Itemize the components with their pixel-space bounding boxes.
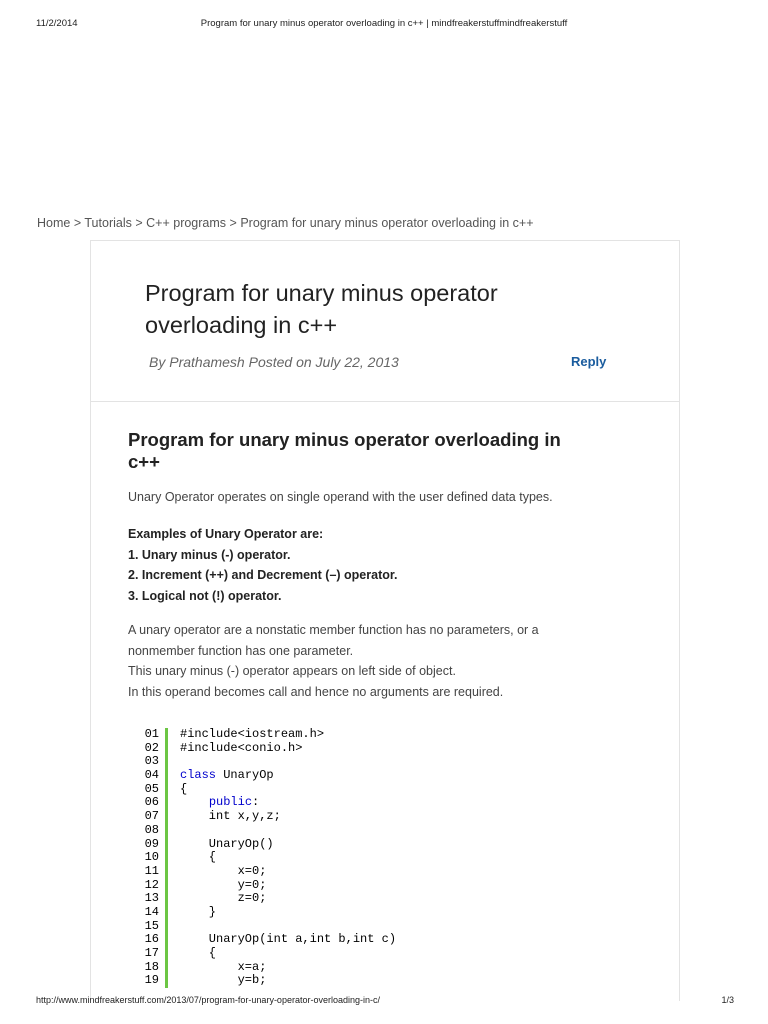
example-item: 1. Unary minus (-) operator. <box>128 547 291 562</box>
code-line-text: UnaryOp(int a,int b,int c) <box>180 932 397 947</box>
code-line-number: 10 <box>144 850 159 865</box>
code-line-text: { <box>180 946 217 960</box>
code-line-text: } <box>180 904 217 919</box>
breadcrumb-current: Program for unary minus operator overloading in c++ <box>240 216 534 230</box>
code-gutter-bar <box>165 796 168 810</box>
code-line-text: #include<conio.h> <box>180 740 303 755</box>
breadcrumb-tutorials[interactable]: Tutorials <box>84 216 132 230</box>
code-line-number: 13 <box>144 891 159 906</box>
code-line-text: { <box>180 781 188 796</box>
code-line-number: 16 <box>144 932 159 947</box>
code-line-text: x=0; <box>180 863 267 878</box>
code-line <box>141 933 611 947</box>
code-block <box>141 728 611 988</box>
code-line-number: 11 <box>144 863 159 878</box>
code-line <box>141 824 611 838</box>
code-line-number: 19 <box>144 973 159 988</box>
code-line <box>141 755 611 769</box>
code-line-number: 08 <box>144 822 159 837</box>
breadcrumb <box>37 216 534 230</box>
description-line: A unary operator are a nonstatic member function has no parameters, or a <box>128 623 539 637</box>
print-date: 11/2/2014 <box>36 18 78 29</box>
code-gutter-bar <box>165 974 168 988</box>
code-line-number: 15 <box>144 918 159 933</box>
code-line-text: y=b; <box>180 973 267 988</box>
code-line <box>141 810 611 824</box>
code-gutter-bar <box>165 783 168 797</box>
code-gutter-bar <box>165 879 168 893</box>
print-header <box>0 18 768 32</box>
code-gutter-bar <box>165 920 168 934</box>
code-line-number: 04 <box>144 768 159 783</box>
code-line-number: 14 <box>144 904 159 919</box>
description-line: This unary minus (-) operator appears on left side of object. <box>128 664 456 678</box>
code-line-text: #include<iostream.h> <box>180 727 325 741</box>
content-heading-line1: Program for unary minus operator overloading in <box>128 429 561 450</box>
content-heading-line2: c++ <box>128 451 160 472</box>
post-meta: By Prathamesh Posted on July 22, 2013 <box>149 354 399 370</box>
code-line <box>141 974 611 988</box>
code-line <box>141 906 611 920</box>
code-gutter-bar <box>165 947 168 961</box>
content-heading <box>128 429 628 473</box>
breadcrumb-separator: > <box>73 216 82 230</box>
code-line <box>141 728 611 742</box>
print-url: http://www.mindfreakerstuff.com/2013/07/program-for-unary-operator-overloading-in-c/ <box>36 995 380 1005</box>
code-line-number: 07 <box>144 809 159 824</box>
code-keyword: class <box>180 768 217 783</box>
code-line-text: x=a; <box>180 959 267 974</box>
code-gutter-bar <box>165 851 168 865</box>
code-line-text: y=0; <box>180 877 267 892</box>
post-header <box>91 241 679 402</box>
code-line-text: class UnaryOp <box>180 768 274 783</box>
code-line <box>141 783 611 797</box>
code-line-number: 05 <box>144 781 159 796</box>
breadcrumb-cpp-programs[interactable]: C++ programs <box>146 216 227 230</box>
code-gutter-bar <box>165 865 168 879</box>
code-line-number: 12 <box>144 877 159 892</box>
code-gutter-bar <box>165 892 168 906</box>
code-line <box>141 769 611 783</box>
post-container <box>90 240 680 1001</box>
post-title <box>145 277 585 341</box>
code-gutter-bar <box>165 769 168 783</box>
code-line <box>141 742 611 756</box>
examples-list <box>128 524 628 606</box>
breadcrumb-separator: > <box>135 216 143 230</box>
code-line <box>141 879 611 893</box>
post-title-line1: Program for unary minus operator <box>145 280 498 306</box>
code-line <box>141 892 611 906</box>
code-line-number: 03 <box>144 754 159 769</box>
code-line-number: 02 <box>144 740 159 755</box>
post-title-line2: overloading in c++ <box>145 312 338 338</box>
post-content <box>128 429 628 702</box>
code-line-number: 01 <box>144 727 159 741</box>
breadcrumb-separator: > <box>229 216 237 230</box>
code-gutter-bar <box>165 933 168 947</box>
description-line: In this operand becomes call and hence no arguments are required. <box>128 684 504 699</box>
code-line-text: int x,y,z; <box>180 809 281 824</box>
print-page-number: 1/3 <box>721 995 734 1005</box>
code-gutter-bar <box>165 838 168 852</box>
code-line-number: 18 <box>144 959 159 974</box>
code-line <box>141 865 611 879</box>
code-gutter-bar <box>165 810 168 824</box>
example-item: 2. Increment (++) and Decrement (–) operator. <box>128 568 398 582</box>
code-gutter-bar <box>165 824 168 838</box>
code-line-text: UnaryOp() <box>180 836 274 851</box>
code-gutter-bar <box>165 728 168 742</box>
description-paragraph <box>128 620 628 702</box>
code-line <box>141 838 611 852</box>
code-line <box>141 961 611 975</box>
code-line-text: z=0; <box>180 891 267 906</box>
code-line-text: { <box>180 850 217 865</box>
code-gutter-bar <box>165 755 168 769</box>
examples-heading: Examples of Unary Operator are: <box>128 527 324 541</box>
code-line-number: 06 <box>144 795 159 810</box>
code-line <box>141 851 611 865</box>
code-line-number: 17 <box>144 946 159 960</box>
code-line <box>141 920 611 934</box>
code-line <box>141 947 611 961</box>
breadcrumb-home[interactable]: Home <box>37 216 71 230</box>
code-gutter-bar <box>165 906 168 920</box>
code-gutter-bar <box>165 961 168 975</box>
code-keyword: public <box>208 795 253 810</box>
code-line-text: public: <box>208 795 260 810</box>
reply-link[interactable]: Reply <box>571 354 607 369</box>
code-gutter-bar <box>165 742 168 756</box>
print-page-title: Program for unary minus operator overloading in c++ | mindfreakerstuffmindfreakerstuff <box>200 18 568 29</box>
intro-paragraph: Unary Operator operates on single operand with the user defined data types. <box>128 490 553 504</box>
description-line: nonmember function has one parameter. <box>128 643 354 658</box>
example-item: 3. Logical not (!) operator. <box>128 588 282 603</box>
code-line-number: 09 <box>144 836 159 851</box>
code-line <box>141 796 611 810</box>
